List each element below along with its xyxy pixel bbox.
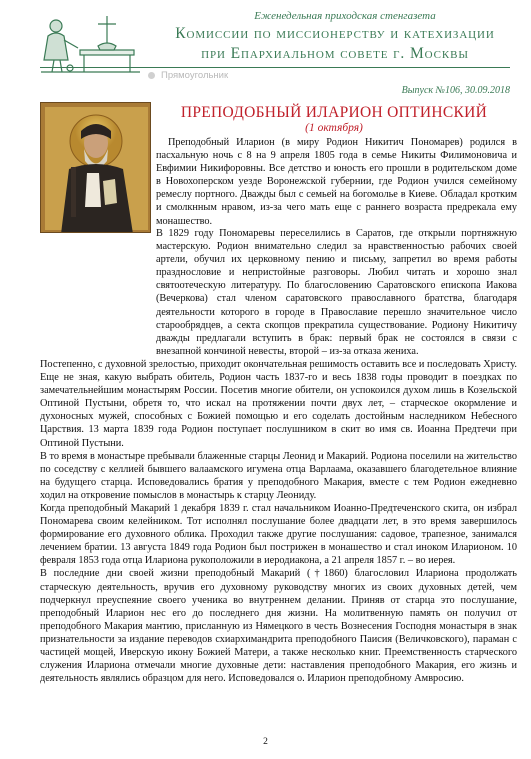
masthead-title-line1: Комиссии по миссионерству и катехизации xyxy=(175,25,495,42)
masthead-divider xyxy=(40,67,510,68)
masthead-subtitle: Еженедельная приходская стенгазета xyxy=(254,10,436,22)
paragraph-3: Постепенно, с духовной зрелостью, приходит окончательная решимость оставить все и последовать Христу. Еще не зная, какую выбрать обитель, Родион часть 1837-го и весь 1838 годы проводит в поездках по замечательнейшим монастырям России. Посетив многие обители, он успокоился духом лишь в Козельской Оптиной Пустыни, обретя то, что искал на протяжении почти двух лет, – старческое окормление и духоносных мужей, способных с Божией помощью и его соделать достойным наследником Небесного Царствия. 13 марта 1839 года Родион поступает послушником в скит во имя св. Иоанна Предтечи при Оптиной Пустыни. xyxy=(40,358,517,449)
article-title: ПРЕПОДОБНЫЙ ИЛАРИОН ОПТИНСКИЙ xyxy=(180,104,488,121)
paragraph-6: В последние дни своей жизни преподобный Макарий (†1860) благословил Илариона продолжать старческую деятельность, вручив его духовному руководству многих из своих духовных детей, чем подчеркнул преуспеяние своего ученика во внутреннем делании. Приняв от старца это послушание, преподобный Иларион нес его до последнего дня жизни. На молитвенную память он получил от преподобного Макария мантию, присланную из Нямецкого в честь Вознесения Господня монастыря в знак признательности за издание переводов схиархимандрита преподобного Паисия (Величковского), параман с частицей мощей, Иверскую икону Божией Матери, а также несколько книг. Преемственность старческого служения Илариона отмечали многие духовные дети: наставления преподобного Макария, его жизнь и деятельность являлись образцом для него. Исповедовался о. Иларион преподобному Амвросию. xyxy=(40,568,517,685)
masthead-title-line2: при Епархиальном совете г. Москвы xyxy=(201,45,469,62)
shape-placeholder-label xyxy=(148,70,228,81)
page-number: 2 xyxy=(263,737,268,747)
paragraph-4: В то время в монастыре пребывали блаженные старцы Леонид и Макарий. Родиона поселили на жительство по соседству с келлией бывшего валаамского игумена отца Варлаама, оказавшего благодетельное влияние на будущего старца. Исповедовались братия у преподобного Макария, вместе с тем Родион ежедневно ходил на откровение помыслов в монастырь к старцу Леониду. xyxy=(40,450,517,501)
article-feast-date: (1 октября) xyxy=(305,122,363,134)
article-body xyxy=(40,227,517,685)
issue-number: Выпуск №106, 30.09.2018 xyxy=(401,85,510,96)
saint-icon-drawing xyxy=(41,103,151,233)
shape-placeholder-text: Прямоугольник xyxy=(161,70,229,81)
saint-icon-image xyxy=(40,102,151,233)
article-intro xyxy=(156,136,517,228)
radio-dot-icon xyxy=(148,72,155,79)
paragraph-2: В 1829 году Пономаревы переселились в Саратов, где открыли портняжную мастерскую. Родион внимательно следил за нравственностью рабочих своей артели, обучил их церковному пению и письму, запретил во время работы празднословие и непристойные разговоры. Любил читать и хорошо знал святоотеческую литературу. По благословению Саратовского епископа Иакова (Вечеркова) стал членом саратовского православного братства, благодаря деятельности которого в городе в Православие перешло значительное число старообрядцев, а секта скопцов прекратила существование. Родиону Никитичу дважды предлагали вступить в брак: первый брак не состоялся в связи с внезапной кончиной невесты, второй – из-за отказа жениха. xyxy=(156,228,517,357)
masthead xyxy=(40,6,510,102)
paragraph-5: Когда преподобный Макарий 1 декабря 1839 г. стал начальником Иоанно-Предтеченского скита, он избрал Пономарева своим келейником. Тот исполнял послушание более двадцати лет, в это время завершилось формирование его духовного облика. Проходил также другие послушания: садовое, трапезное, занимался лечением братии. 13 августа 1849 года Родион был пострижен в монашество и стал иноком Иларионом. 10 февраля 1853 года отца Илариона рукоположили в иеродиакона, а 21 апреля 1857 г. – во иерея. xyxy=(40,502,517,567)
paragraph-1: Преподобный Иларион (в миру Родион Никитич Пономарев) родился в пасхальную ночь с 8 на 9 апреля 1805 года в семье Никиты Филимоновича и Евфимии Никифоровны. Все детство и юность его прошли в родительском доме в Новохоперском уезде Воронежской губернии, где Родион учился семейному ремеслу портного. Дважды был с семьей на богомолье в Киеве. Обладал кротким и смолкнным нравом, из-за чего мать еще с раннего возраста предрекала ему монашество. xyxy=(156,137,517,227)
